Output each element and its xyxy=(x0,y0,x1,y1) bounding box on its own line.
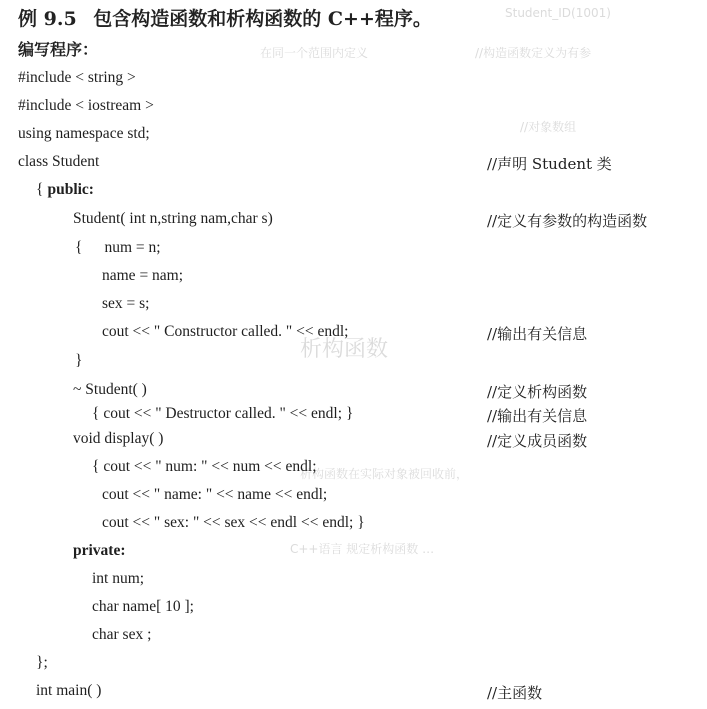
code-line: int num; xyxy=(92,570,145,587)
bleed-through-text: 析构函数 xyxy=(300,337,389,362)
code-line: sex = s; xyxy=(102,295,150,312)
code-line: char sex ; xyxy=(92,626,152,643)
code-line: cout << " sex: " << sex << endl << endl; } xyxy=(102,514,365,531)
bleed-through-text: //对象数组 xyxy=(520,120,577,134)
code-line: using namespace std; xyxy=(18,125,150,142)
bleed-through-text: //构造函数定义为有参 xyxy=(475,46,592,60)
code-line: } xyxy=(75,352,83,369)
code-comment: //输出有关信息 xyxy=(487,407,588,425)
code-line: }; xyxy=(36,654,48,671)
example-title: 包含构造函数和析构函数的 C++程序。 xyxy=(93,8,432,30)
code-line: { cout << " num: " << num << endl; xyxy=(92,458,317,475)
code-line: #include < string > xyxy=(18,69,136,86)
code-line: int main( ) xyxy=(36,682,102,699)
code-comment: //声明 Student 类 xyxy=(487,155,612,173)
bleed-through-text: C++语言 规定析构函数 … xyxy=(290,542,435,556)
example-label: 例 9.5 xyxy=(18,8,77,30)
bleed-through-text: 析构函数在实际对象被回收前， xyxy=(300,467,469,481)
code-statement: num = n; xyxy=(104,239,161,256)
code-line: char name[ 10 ]; xyxy=(92,598,194,615)
code-line: cout << " Constructor called. " << endl; xyxy=(102,323,349,340)
code-comment: //主函数 xyxy=(487,684,543,702)
code-line xyxy=(36,181,94,199)
section-subheading: 编写程序： xyxy=(18,40,99,59)
code-line xyxy=(75,239,161,257)
code-comment: //定义析构函数 xyxy=(487,383,588,401)
bleed-through-text: Student_ID(1001) xyxy=(505,6,611,20)
code-line: void display( ) xyxy=(73,430,164,447)
open-brace: { xyxy=(75,239,83,256)
code-line: #include < iostream > xyxy=(18,97,154,114)
code-line: class Student xyxy=(18,153,100,170)
example-heading xyxy=(18,4,432,31)
code-comment: //定义成员函数 xyxy=(487,432,588,450)
code-comment: //定义有参数的构造函数 xyxy=(487,212,648,230)
code-line: ~ Student( ) xyxy=(73,381,147,398)
bleed-through-text: 在同一个范围内定义 xyxy=(260,46,369,60)
access-specifier: public: xyxy=(47,181,94,198)
code-line: private: xyxy=(73,542,126,559)
code-line: name = nam; xyxy=(102,267,184,284)
open-brace: { xyxy=(36,181,44,198)
code-comment: //输出有关信息 xyxy=(487,325,588,343)
code-line: { cout << " Destructor called. " << endl; } xyxy=(92,405,354,422)
code-line: cout << " name: " << name << endl; xyxy=(102,486,328,503)
code-line: Student( int n,string nam,char s) xyxy=(73,210,273,227)
